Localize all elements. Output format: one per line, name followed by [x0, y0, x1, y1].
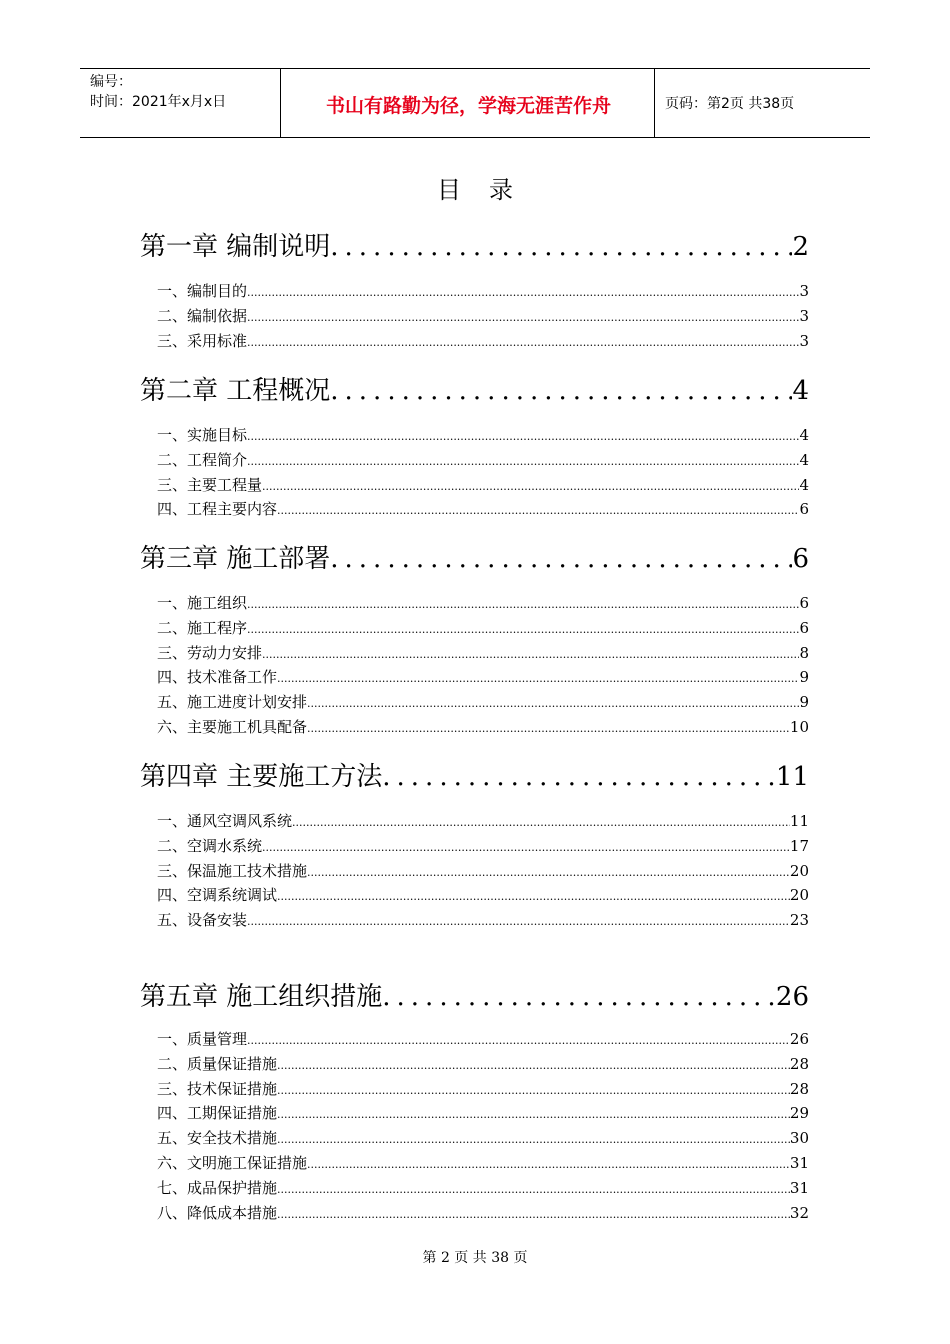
toc-leader-dots — [382, 762, 776, 792]
toc-section-label: 四、技术准备工作 — [157, 668, 278, 687]
toc-section[interactable] — [157, 305, 809, 325]
header-page-info: 页码：第2页 共38页 — [665, 96, 795, 112]
toc-section-label: 六、文明施工保证措施 — [157, 1154, 308, 1172]
toc-section-page: 3 — [799, 306, 809, 325]
toc-section-label: 二、质量保证措施 — [157, 1054, 278, 1073]
toc-section-page: 28 — [789, 1054, 809, 1073]
toc-leader-dots — [247, 430, 799, 443]
toc-section[interactable] — [157, 909, 809, 929]
toc-section[interactable] — [157, 716, 809, 736]
toc-section-label: 一、实施目标 — [157, 426, 248, 444]
toc-leader-dots — [247, 598, 799, 611]
toc-section[interactable] — [157, 860, 809, 880]
toc-title: 目录 — [437, 176, 541, 204]
toc-section-label: 一、通风空调风系统 — [157, 812, 293, 830]
toc-chapter-page: 6 — [792, 544, 809, 574]
toc-section-label: 四、空调系统调试 — [157, 886, 278, 905]
toc-section-page: 3 — [799, 282, 809, 300]
doc-time-label: 时间：2021年x月x日 — [90, 94, 227, 110]
toc-section[interactable] — [157, 424, 809, 444]
toc-chapter-page: 11 — [775, 762, 809, 792]
toc-leader-dots — [307, 866, 790, 879]
toc-section-label: 一、施工组织 — [157, 594, 248, 612]
toc-section-label: 二、施工程序 — [157, 618, 248, 637]
toc-section[interactable] — [157, 835, 809, 855]
toc-section-label: 五、设备安装 — [157, 911, 248, 930]
toc-section-label: 三、保温施工技术措施 — [157, 861, 308, 880]
toc-chapter[interactable] — [140, 756, 809, 790]
toc-section-label: 八、降低成本措施 — [157, 1203, 278, 1222]
toc-chapter-label: 第三章 施工部署 — [140, 544, 331, 574]
toc-leader-dots — [262, 648, 799, 661]
toc-leader-dots — [382, 982, 776, 1012]
toc-section-label: 五、施工进度计划安排 — [157, 693, 308, 712]
toc-section-page: 30 — [789, 1129, 809, 1148]
toc-section[interactable] — [157, 1152, 809, 1172]
toc-section-page: 10 — [789, 718, 809, 736]
toc-leader-dots — [247, 1034, 790, 1047]
header-meta — [90, 72, 226, 112]
doc-number-label: 编号： — [90, 74, 132, 90]
toc-leader-dots — [277, 504, 799, 517]
toc-leader-dots — [277, 890, 790, 903]
toc-section-page: 31 — [789, 1178, 809, 1197]
toc-section-label: 三、主要工程量 — [157, 475, 263, 494]
toc-chapter[interactable] — [140, 226, 809, 260]
header-motto: 书山有路勤为径，学海无涯苦作舟 — [325, 95, 611, 117]
toc-section[interactable] — [157, 498, 809, 518]
toc-section[interactable] — [157, 474, 809, 494]
toc-section-page: 6 — [799, 500, 809, 519]
header-divider — [280, 69, 281, 137]
toc-leader-dots — [307, 1158, 790, 1171]
toc-section[interactable] — [157, 884, 809, 904]
toc-section[interactable] — [157, 1202, 809, 1222]
toc-leader-dots — [277, 1133, 790, 1146]
toc-section[interactable] — [157, 1053, 809, 1073]
toc-section[interactable] — [157, 592, 809, 612]
toc-section-label: 二、编制依据 — [157, 306, 248, 325]
toc-chapter-page: 4 — [792, 376, 809, 406]
toc-leader-dots — [247, 623, 799, 636]
toc-section-page: 17 — [789, 836, 809, 855]
toc-section-page: 29 — [789, 1104, 809, 1123]
toc-section-label: 五、安全技术措施 — [157, 1129, 278, 1148]
toc-section-page: 28 — [789, 1079, 809, 1098]
toc-leader-dots — [307, 697, 799, 710]
toc-leader-dots — [247, 311, 799, 324]
toc-section-label: 四、工期保证措施 — [157, 1104, 278, 1123]
toc-section[interactable] — [157, 1078, 809, 1098]
toc-section-label: 二、工程简介 — [157, 450, 248, 469]
toc-section-label: 四、工程主要内容 — [157, 500, 278, 519]
toc-section-page: 23 — [789, 911, 809, 930]
toc-section[interactable] — [157, 691, 809, 711]
toc-section[interactable] — [157, 1102, 809, 1122]
toc-section-label: 三、技术保证措施 — [157, 1079, 278, 1098]
toc-section[interactable] — [157, 1028, 809, 1048]
toc-section[interactable] — [157, 330, 809, 350]
toc-section[interactable] — [157, 280, 809, 300]
toc-leader-dots — [262, 841, 790, 854]
toc-section[interactable] — [157, 1177, 809, 1197]
toc-section-label: 七、成品保护措施 — [157, 1178, 278, 1197]
toc-section-label: 三、采用标准 — [157, 331, 248, 350]
toc-chapter-label: 第四章 主要施工方法 — [140, 762, 383, 792]
toc-section-page: 31 — [789, 1154, 809, 1172]
toc-chapter-page: 26 — [775, 982, 809, 1012]
toc-chapter-label: 第二章 工程概况 — [140, 376, 331, 406]
toc-chapter[interactable] — [140, 370, 809, 404]
toc-section-label: 一、编制目的 — [157, 282, 248, 300]
toc-chapter[interactable] — [140, 976, 809, 1010]
toc-leader-dots — [307, 722, 790, 735]
toc-leader-dots — [292, 816, 790, 829]
toc-section-label: 六、主要施工机具配备 — [157, 718, 308, 736]
toc-section-page: 20 — [789, 861, 809, 880]
toc-section[interactable] — [157, 642, 809, 662]
toc-section-page: 9 — [799, 693, 809, 712]
toc-leader-dots — [247, 915, 790, 928]
toc-section[interactable] — [157, 617, 809, 637]
toc-leader-dots — [247, 455, 799, 468]
toc-leader-dots — [277, 672, 799, 685]
page-footer: 第 2 页 共 38 页 — [422, 1250, 528, 1266]
toc-section[interactable] — [157, 1127, 809, 1147]
toc-leader-dots — [247, 286, 799, 299]
toc-leader-dots — [247, 336, 799, 349]
toc-section[interactable] — [157, 666, 809, 686]
toc-leader-dots — [277, 1208, 790, 1221]
toc-leader-dots — [277, 1059, 790, 1072]
toc-leader-dots — [277, 1183, 790, 1196]
toc-section-page: 3 — [799, 331, 809, 350]
toc-section-page: 11 — [789, 812, 809, 830]
toc-section-page: 20 — [789, 886, 809, 905]
toc-section-page: 9 — [799, 668, 809, 687]
toc-leader-dots — [262, 480, 799, 493]
toc-section-page: 26 — [789, 1030, 809, 1048]
page-header — [80, 68, 870, 138]
toc-section-page: 32 — [789, 1203, 809, 1222]
toc-leader-dots — [330, 232, 792, 262]
toc-section[interactable] — [157, 810, 809, 830]
toc-leader-dots — [330, 544, 792, 574]
toc-section-page: 4 — [799, 426, 809, 444]
toc-chapter-label: 第五章 施工组织措施 — [140, 982, 383, 1012]
toc-section-page: 6 — [799, 594, 809, 612]
toc-section-label: 三、劳动力安排 — [157, 643, 263, 662]
toc-leader-dots — [330, 376, 792, 406]
toc-chapter[interactable] — [140, 538, 809, 572]
toc-section-page: 4 — [799, 475, 809, 494]
toc-section-page: 8 — [799, 643, 809, 662]
toc-section-page: 6 — [799, 618, 809, 637]
toc-section-label: 一、质量管理 — [157, 1030, 248, 1048]
toc-section-label: 二、空调水系统 — [157, 836, 263, 855]
toc-chapter-label: 第一章 编制说明 — [140, 232, 331, 262]
toc-chapter-page: 2 — [792, 232, 809, 262]
toc-leader-dots — [277, 1084, 790, 1097]
toc-section[interactable] — [157, 449, 809, 469]
toc-leader-dots — [277, 1108, 790, 1121]
toc-section-page: 4 — [799, 450, 809, 469]
